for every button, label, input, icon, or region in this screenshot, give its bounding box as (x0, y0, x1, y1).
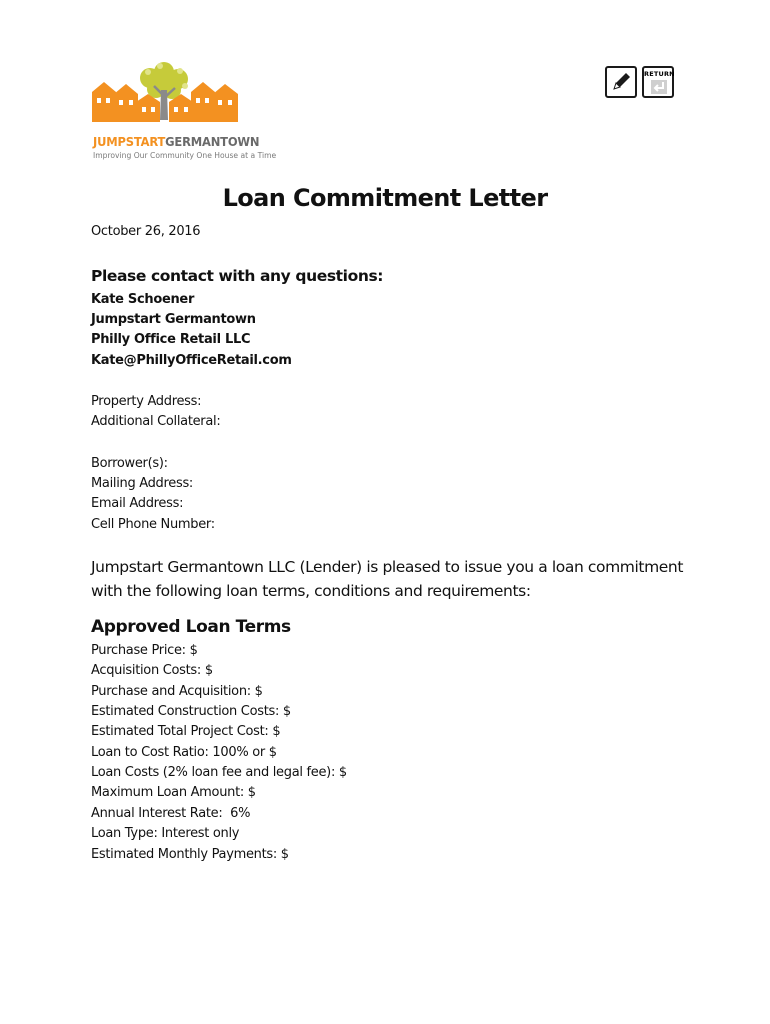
contact-name: Kate Schoener (91, 292, 195, 307)
term-annual-interest-rate: Annual Interest Rate: 6% (91, 806, 251, 821)
return-button[interactable] (642, 66, 674, 98)
contact-email: Kate@PhillyOfficeRetail.com (91, 353, 292, 368)
contact-heading: Please contact with any questions: (91, 267, 384, 285)
additional-collateral-label: Additional Collateral: (91, 414, 221, 429)
pencil-icon (607, 68, 635, 96)
email-address-label: Email Address: (91, 496, 184, 511)
term-loan-type: Loan Type: Interest only (91, 826, 240, 841)
term-total-project-cost: Estimated Total Project Cost: $ (91, 724, 281, 739)
approved-terms-heading: Approved Loan Terms (91, 617, 291, 637)
edit-button[interactable] (605, 66, 637, 98)
document-title: Loan Commitment Letter (222, 184, 548, 212)
term-loan-costs: Loan Costs (2% loan fee and legal fee): $ (91, 765, 347, 780)
letter-date: October 26, 2016 (91, 224, 201, 239)
contact-organization: Jumpstart Germantown (91, 312, 256, 327)
houses-tree-icon (90, 62, 250, 132)
term-construction-costs: Estimated Construction Costs: $ (91, 704, 291, 719)
term-purchase-price: Purchase Price: $ (91, 643, 198, 658)
return-arrow-icon (651, 80, 667, 94)
cell-phone-label: Cell Phone Number: (91, 517, 215, 532)
term-maximum-loan-amount: Maximum Loan Amount: $ (91, 785, 256, 800)
term-purchase-and-acquisition: Purchase and Acquisition: $ (91, 684, 263, 699)
intro-paragraph: Jumpstart Germantown LLC (Lender) is pleased to issue you a loan commitment with the following loan terms, conditions and requirements: (91, 558, 684, 600)
logo-word-jumpstart: JUMPSTART (93, 134, 166, 149)
term-acquisition-costs: Acquisition Costs: $ (91, 663, 213, 678)
logo-word-germantown: GERMANTOWN (165, 134, 260, 149)
jumpstart-germantown-logo (90, 62, 277, 162)
logo-wordmark (93, 134, 259, 149)
return-label: RETURN (644, 70, 675, 78)
contact-company: Philly Office Retail LLC (91, 332, 251, 347)
term-loan-to-cost-ratio: Loan to Cost Ratio: 100% or $ (91, 745, 277, 760)
borrower-label: Borrower(s): (91, 456, 168, 471)
mailing-address-label: Mailing Address: (91, 476, 193, 491)
logo-tagline: Improving Our Community One House at a Time (93, 151, 277, 160)
term-monthly-payments: Estimated Monthly Payments: $ (91, 847, 289, 862)
property-address-label: Property Address: (91, 394, 202, 409)
